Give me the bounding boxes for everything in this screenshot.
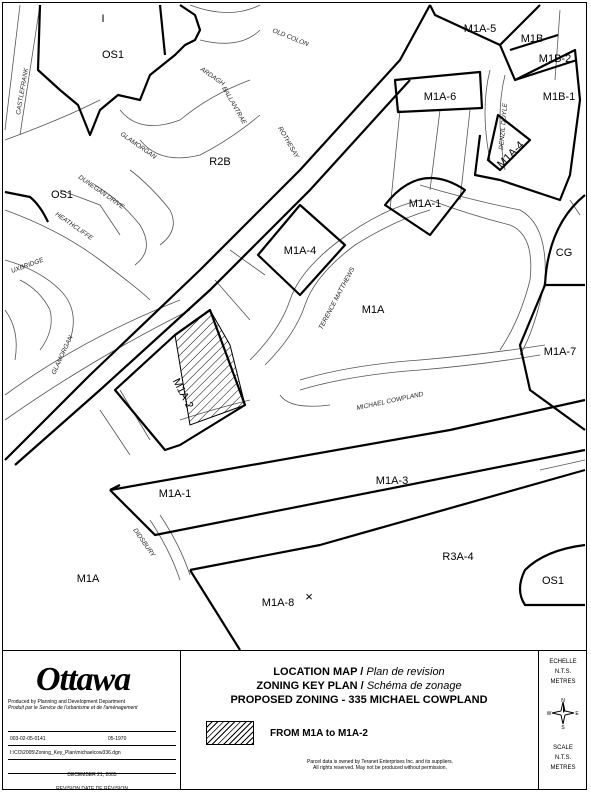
title-location-map: LOCATION MAP / (273, 666, 364, 678)
date-row (8, 759, 176, 778)
title-zoning-key-plan-fr: Schéma de zonage (366, 680, 462, 692)
zone-label-cg: CG (555, 247, 573, 259)
title-line-3: PROPOSED ZONING - 335 MICHAEL COWPLAND (230, 694, 488, 706)
zone-label-m1a8: M1A-8 (261, 597, 295, 609)
zone-label-m1a5: M1A-5 (463, 23, 497, 35)
zone-label-m1b1: M1B-1 (542, 91, 576, 103)
file-path-row (8, 745, 176, 760)
compass-e: E (575, 711, 579, 717)
street-didsbury: DIDSBURY (131, 527, 157, 559)
ottawa-logo: Ottawa (36, 661, 131, 698)
zone-label-os1-left: OS1 (50, 189, 74, 201)
street-michael-cowpland: MICHAEL COWPLAND (355, 390, 425, 412)
zone-label-m1a2: M1A-2 (169, 376, 196, 411)
street-dunegan-drive: DUNEGAN DRIVE (76, 173, 126, 211)
copyright-note (250, 759, 510, 771)
zone-label-m1a6: M1A-6 (423, 91, 457, 103)
title-location-map-fr: Plan de revision (366, 666, 445, 678)
zone-label-m1a1-top: M1A-1 (408, 198, 442, 210)
nts-fr-label: N.T.S. (554, 669, 572, 675)
north-arrow-icon (547, 697, 579, 729)
legend-hatch-swatch (206, 721, 254, 745)
zone-label-r3a4: R3A-4 (442, 551, 474, 563)
compass-w: W (547, 711, 552, 717)
zone-label-m1b: M1B (520, 33, 544, 45)
nts-label: N.T.S. (554, 755, 572, 761)
street-rothesay: ROTHESAY (276, 125, 300, 160)
codes-row (8, 731, 176, 746)
code-right: 05-1970 (108, 736, 127, 742)
title-line-2 (180, 679, 538, 693)
produced-by-en: Produced by Planning and Development Department (8, 699, 126, 705)
compass-s: S (561, 725, 565, 729)
compass-n: N (561, 698, 565, 704)
copyright-line-1: Parcel data is owned by Teranet Enterprises Inc. and its suppliers. (306, 759, 454, 765)
street-ardagh: ARDAGH (198, 65, 226, 88)
zone-label-i: I (101, 13, 105, 25)
zone-label-m1b2: M1B-2 (538, 53, 572, 65)
map-titles (180, 665, 538, 707)
site-marker: × (305, 589, 313, 604)
plan-date: DECEMBER 21, 2005 (67, 772, 117, 778)
street-heathcliffe: HEATHCLIFFE (53, 210, 94, 242)
file-path: I:\CO\2005\Zoning_Key_Plan\michaelcow336.dgn (10, 750, 121, 756)
zone-label-m1a4-left: M1A-4 (283, 245, 317, 257)
legend-item-label: FROM M1A to M1A-2 (270, 728, 368, 739)
zone-label-m1a3: M1A-3 (375, 475, 409, 487)
produced-by-fr: Produit par le Service de l'urbanisme et de l'aménagement (8, 705, 138, 711)
metres-fr-label: METRES (550, 679, 576, 685)
zone-label-m1a7: M1A-7 (543, 346, 577, 358)
zone-labels (51, 13, 576, 609)
street-old-colony: OLD COLON (271, 27, 310, 49)
street-denzil-doyle: DENZIL DOYLE (498, 102, 510, 151)
scale-fr (539, 657, 587, 687)
street-ballantrae: BALLANTRAE (220, 85, 248, 126)
title-line-1 (180, 665, 538, 679)
echelle-label: ECHELLE (549, 659, 577, 665)
street-glamorgan-top: GLAMORGAN (118, 130, 158, 161)
title-block (2, 650, 587, 790)
zone-label-os1-top: OS1 (101, 49, 125, 61)
street-castlefrank: CASTLEFRANK (15, 67, 31, 116)
street-uxbridge: UXBRIDGE (10, 256, 45, 275)
zone-label-m1a1-bottom: M1A-1 (158, 488, 192, 500)
zone-label-r2b: R2B (209, 156, 231, 168)
copyright-line-2: All rights reserved. May not be produced without permission. (313, 765, 447, 771)
scale-en (539, 743, 587, 773)
title-zoning-key-plan: ZONING KEY PLAN / (256, 680, 364, 692)
street-terence-matthews: TERENCE MATTHEWS (317, 266, 357, 331)
zone-label-m1a: M1A (361, 304, 385, 316)
revision-row (8, 773, 176, 792)
produced-by (8, 699, 176, 711)
street-glamorgan-bottom: GLAMORGAN (50, 334, 75, 376)
title-block-left (2, 651, 181, 792)
zone-label-os1-right: OS1 (541, 575, 565, 587)
title-block-center (180, 651, 538, 789)
scale-label: SCALE (553, 745, 573, 751)
zone-label-m1a4-right: M1A-4 (495, 139, 527, 171)
revision-label: REVISION DATE DE RÉVISION (56, 786, 128, 792)
scale-block (538, 651, 587, 789)
metres-label: METRES (550, 765, 576, 771)
zone-label-m1a-bottom: M1A (76, 573, 100, 585)
code-left: 003-02-05-0141 (10, 736, 46, 742)
